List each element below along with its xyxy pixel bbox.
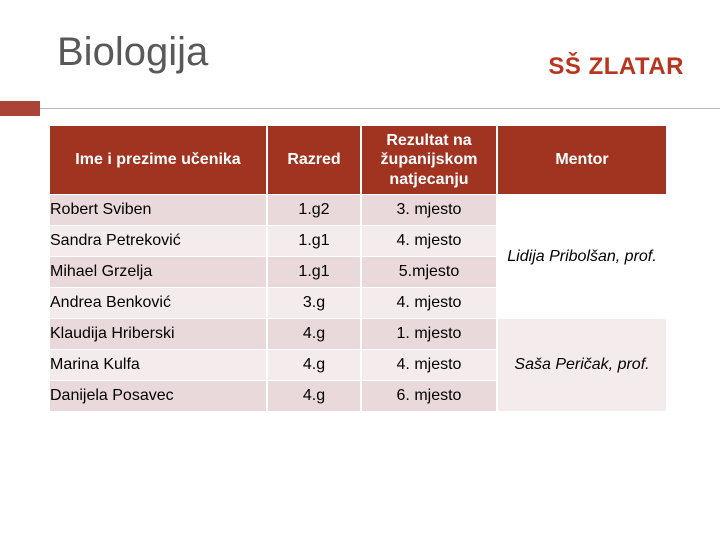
- student-name: Andrea Benković: [50, 287, 266, 318]
- results-table: [48, 126, 668, 411]
- table-row: [50, 194, 666, 225]
- divider-line: [40, 108, 720, 109]
- student-result: 4. mjesto: [362, 349, 496, 380]
- student-name: Danijela Posavec: [50, 380, 266, 411]
- table-row: [50, 318, 666, 349]
- accent-bar: [0, 101, 40, 116]
- header-result: Rezultat na županijskom natjecanju: [362, 126, 496, 194]
- mentor-cell: Saša Peričak, prof.: [498, 318, 666, 411]
- header-mentor: Mentor: [498, 126, 666, 194]
- student-grade: 4.g: [268, 318, 360, 349]
- student-result: 1. mjesto: [362, 318, 496, 349]
- student-grade: 4.g: [268, 349, 360, 380]
- school-name: SŠ ZLATAR: [548, 53, 684, 80]
- student-result: 3. mjesto: [362, 194, 496, 225]
- table-header-row: [50, 126, 666, 194]
- header-student-name: Ime i prezime učenika: [50, 126, 266, 194]
- student-result: 6. mjesto: [362, 380, 496, 411]
- student-name: Mihael Grzelja: [50, 256, 266, 287]
- student-name: Sandra Petreković: [50, 225, 266, 256]
- student-result: 5.mjesto: [362, 256, 496, 287]
- student-grade: 3.g: [268, 287, 360, 318]
- student-name: Klaudija Hriberski: [50, 318, 266, 349]
- student-grade: 1.g1: [268, 225, 360, 256]
- student-grade: 4.g: [268, 380, 360, 411]
- header-grade: Razred: [268, 126, 360, 194]
- student-result: 4. mjesto: [362, 287, 496, 318]
- student-name: Marina Kulfa: [50, 349, 266, 380]
- student-grade: 1.g2: [268, 194, 360, 225]
- student-grade: 1.g1: [268, 256, 360, 287]
- student-name: Robert Sviben: [50, 194, 266, 225]
- student-result: 4. mjesto: [362, 225, 496, 256]
- mentor-cell: Lidija Pribolšan, prof.: [498, 194, 666, 318]
- slide-title: Biologija: [57, 30, 209, 74]
